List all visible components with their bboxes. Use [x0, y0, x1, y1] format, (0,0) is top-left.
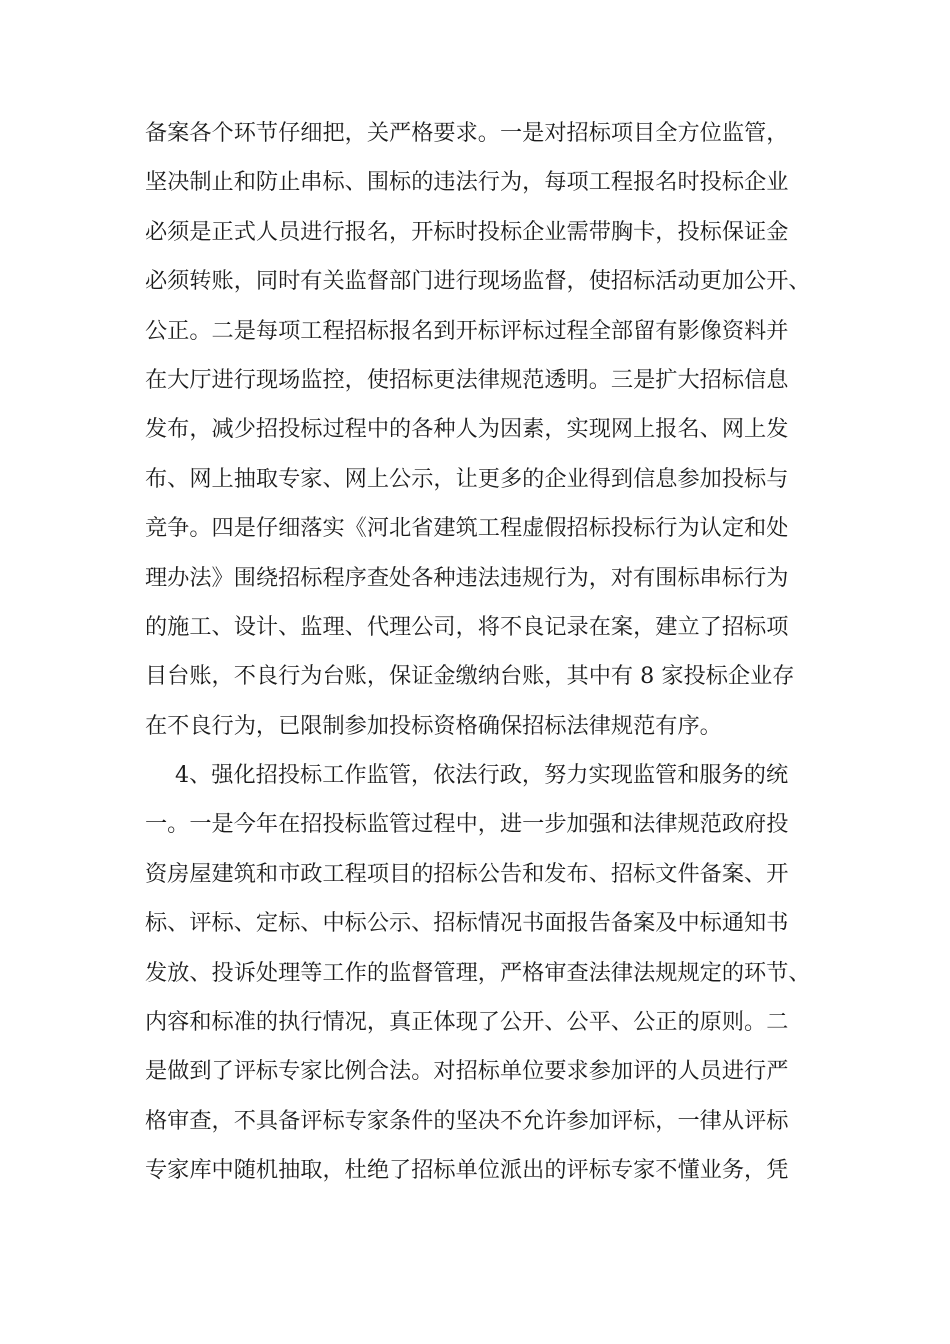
text-line: 的施工、设计、监理、代理公司，将不良记录在案，建立了招标项	[145, 613, 789, 640]
text-line: 理办法》围绕招标程序查处各种违法违规行为，对有围标串标行为	[145, 564, 789, 591]
text-line: 布、网上抽取专家、网上公示，让更多的企业得到信息参加投标与	[145, 465, 789, 492]
text-line: 专家库中随机抽取，杜绝了招标单位派出的评标专家不懂业务，凭	[145, 1157, 789, 1184]
text-line: 是做到了评标专家比例合法。对招标单位要求参加评的人员进行严	[145, 1058, 789, 1085]
text-line: 在不良行为，已限制参加投标资格确保招标法律规范有序。	[145, 712, 722, 739]
text-line: 竞争。四是仔细落实《河北省建筑工程虚假招标投标行为认定和处	[145, 515, 789, 542]
text-line: 必须是正式人员进行报名，开标时投标企业需带胸卡，投标保证金	[145, 218, 789, 245]
text-line: 格审查，不具备评标专家条件的坚决不允许参加评标，一律从评标	[145, 1107, 789, 1134]
body-text	[145, 109, 825, 1196]
text-line: 标、评标、定标、中标公示、招标情况书面报告备案及中标通知书	[145, 910, 789, 937]
text-line: 必须转账，同时有关监督部门进行现场监督，使招标活动更加公开、	[145, 268, 811, 295]
text-line: 资房屋建筑和市政工程项目的招标公告和发布、招标文件备案、开	[145, 860, 789, 887]
text-line: 发布，减少招投标过程中的各种人为因素，实现网上报名、网上发	[145, 416, 789, 443]
text-line: 目台账，不良行为台账，保证金缴纳台账，其中有 8 家投标企业存	[145, 663, 795, 690]
text-line: 坚决制止和防止串标、围标的违法行为，每项工程报名时投标企业	[145, 169, 789, 196]
text-line: 发放、投诉处理等工作的监督管理，严格审查法律法规规定的环节、	[145, 959, 811, 986]
text-line: 一。一是今年在招投标监管过程中，进一步加强和法律规范政府投	[145, 811, 789, 838]
paragraph-start-line: 4、强化招投标工作监管，依法行政，努力实现监管和服务的统	[175, 762, 789, 789]
text-line: 公正。二是每项工程招标报名到开标评标过程全部留有影像资料并	[145, 317, 789, 344]
text-line: 在大厅进行现场监控，使招标更法律规范透明。三是扩大招标信息	[145, 366, 789, 393]
text-line: 备案各个环节仔细把，关严格要求。一是对招标项目全方位监管，	[145, 120, 789, 146]
text-line: 内容和标准的执行情况，真正体现了公开、公平、公正的原则。二	[145, 1009, 789, 1036]
